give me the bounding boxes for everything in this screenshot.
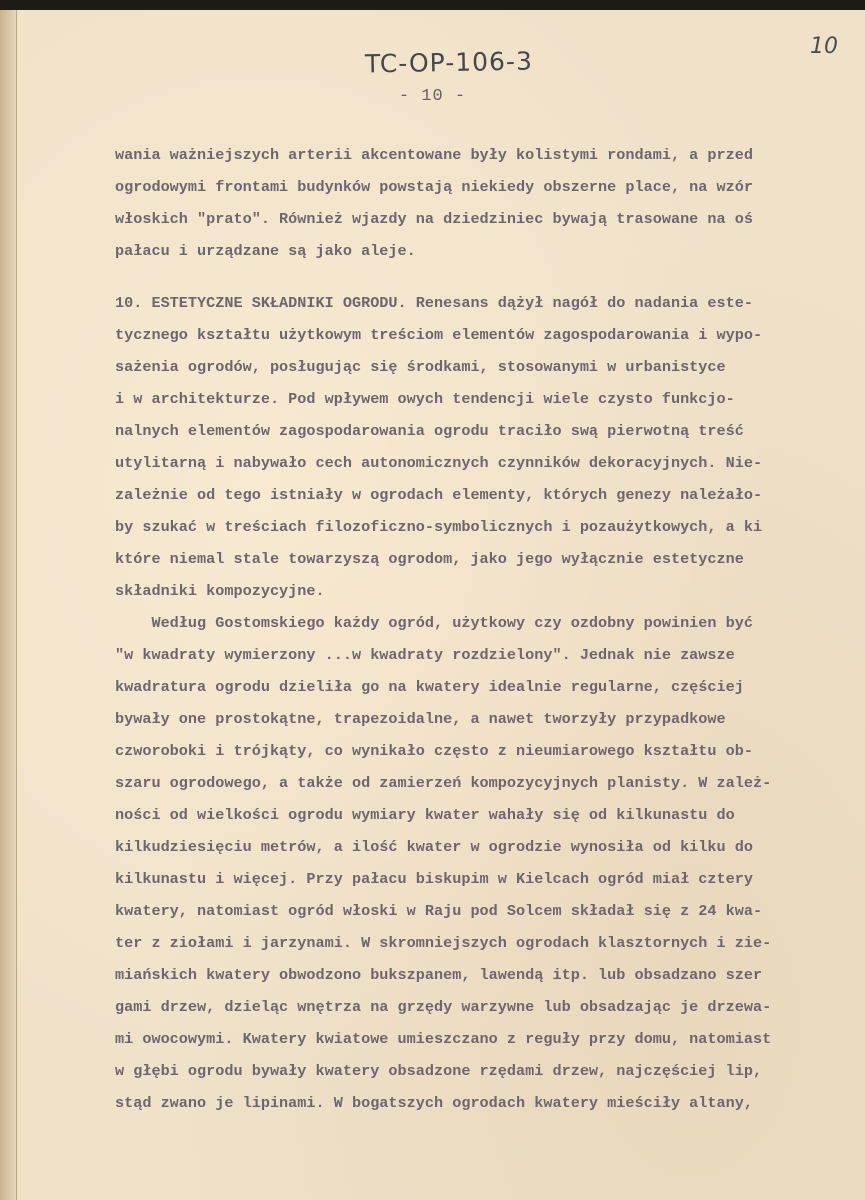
- text-line: tycznego kształtu użytkowym treściom elementów zagospodarowania i wypo-: [115, 326, 763, 344]
- text-line: utylitarną i nabywało cech autonomicznych czynników dekoracyjnych. Nie-: [115, 454, 763, 472]
- text-line: i w architekturze. Pod wpływem owych tendencji wiele czysto funkcjo-: [115, 390, 735, 408]
- text-line: nalnych elementów zagospodarowania ogrodu traciło swą pierwotną treść: [115, 422, 744, 440]
- page-edge: [0, 10, 17, 1200]
- text-line: bywały one prostokątne, trapezoidalne, a nawet tworzyły przypadkowe: [115, 710, 726, 728]
- text-line: czworoboki i trójkąty, co wynikało często z nieumiarowego kształtu ob-: [115, 742, 753, 760]
- text-line: gami drzew, dzieląc wnętrza na grzędy warzywne lub obsadzając je drzewa-: [115, 998, 772, 1016]
- text-line: Według Gostomskiego każdy ogród, użytkowy czy ozdobny powinien być: [115, 614, 753, 632]
- text-line: kilkunastu i więcej. Przy pałacu biskupim w Kielcach ogród miał cztery: [115, 870, 753, 888]
- text-line: pałacu i urządzane są jako aleje.: [115, 242, 416, 260]
- text-line: zależnie od tego istniały w ogrodach elementy, których genezy należało-: [115, 486, 763, 504]
- text-line: wania ważniejszych arterii akcentowane były kolistymi rondami, a przed: [115, 146, 753, 164]
- text-line: włoskich "prato". Również wjazdy na dziedziniec bywają trasowane na oś: [115, 210, 753, 228]
- text-line: kwadratura ogrodu dzieliła go na kwatery idealnie regularne, częściej: [115, 678, 744, 696]
- text-line: kilkudziesięciu metrów, a ilość kwater w ogrodzie wynosiła od kilku do: [115, 838, 753, 856]
- document-code: TC-OP-106-3: [364, 46, 534, 79]
- text-line: które niemal stale towarzyszą ogrodom, jako jego wyłącznie estetyczne: [115, 550, 744, 568]
- section-heading-line: 10. ESTETYCZNE SKŁADNIKI OGRODU. Renesans dążył nagół do nadania este-: [115, 294, 753, 312]
- text-line: w głębi ogrodu bywały kwatery obsadzone rzędami drzew, najczęściej lip,: [115, 1062, 763, 1080]
- text-line: by szukać w treściach filozoficzno-symbolicznych i pozaużytkowych, a ki: [115, 518, 763, 536]
- text-line: "w kwadraty wymierzony ...w kwadraty rozdzielony". Jednak nie zawsze: [115, 646, 735, 664]
- text-line: ogrodowymi frontami budynków powstają niekiedy obszerne place, na wzór: [115, 178, 753, 196]
- text-line: sażenia ogrodów, posługując się środkami, stosowanymi w urbanistyce: [115, 358, 726, 376]
- text-line: ności od wielkości ogrodu wymiary kwater wahały się od kilkunastu do: [115, 806, 735, 824]
- page-number: - 10 -: [398, 87, 467, 106]
- text-line: stąd zwano je lipinami. W bogatszych ogrodach kwatery mieściły altany,: [115, 1094, 753, 1112]
- handwritten-page-number: 10: [810, 34, 838, 59]
- text-line: kwatery, natomiast ogród włoski w Raju pod Solcem składał się z 24 kwa-: [115, 902, 763, 920]
- body-text: [115, 139, 855, 1119]
- text-line: miańskich kwatery obwodzono bukszpanem, lawendą itp. lub obsadzano szer: [115, 966, 763, 984]
- text-line: mi owocowymi. Kwatery kwiatowe umieszczano z reguły przy domu, natomiast: [115, 1030, 772, 1048]
- text-line: składniki kompozycyjne.: [115, 582, 325, 600]
- text-line: szaru ogrodowego, a także od zamierzeń kompozycyjnych planisty. W zależ-: [115, 774, 772, 792]
- text-line: ter z ziołami i jarzynami. W skromniejszych ogrodach klasztornych i zie-: [115, 934, 772, 952]
